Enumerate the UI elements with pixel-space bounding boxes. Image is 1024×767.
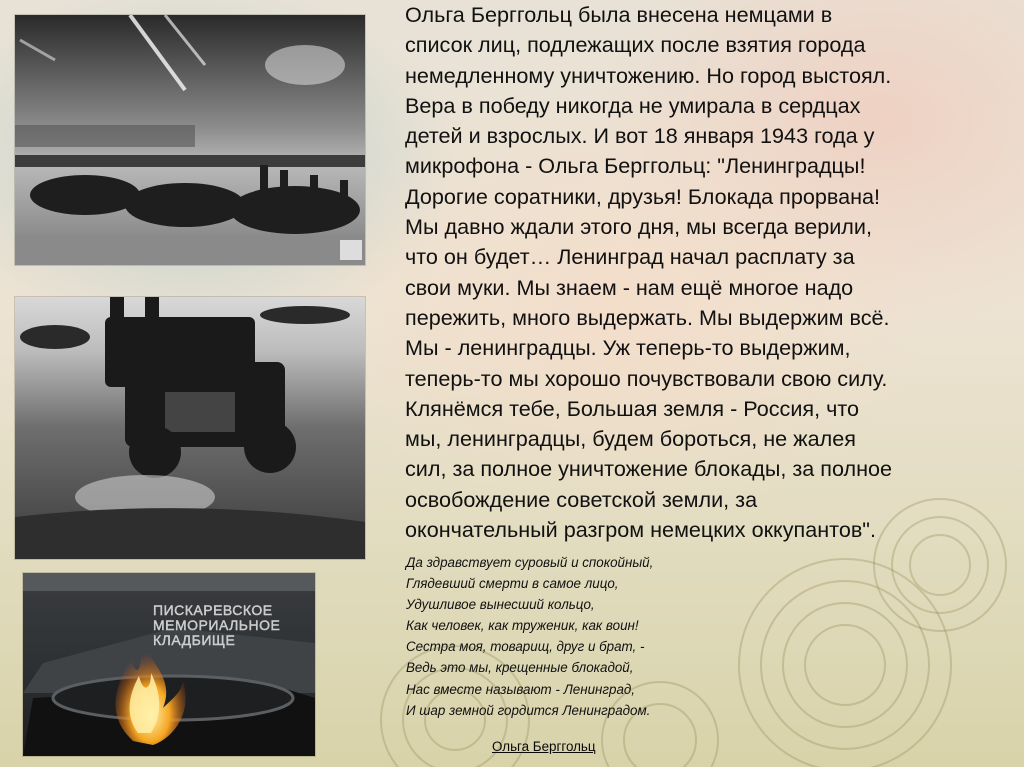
main-text-line: список лиц, подлежащих после взятия города	[405, 32, 866, 58]
poem-line: Ведь это мы, крещенные блокадой,	[406, 660, 634, 676]
poem-line: Да здравствует суровый и спокойный,	[406, 555, 654, 570]
main-text-line: что он будет… Ленинград начал расплату за	[405, 244, 855, 270]
main-text-line: немедленному уничтожению. Но город выстоял.	[405, 62, 892, 88]
photo-memorial-eternal-flame	[23, 573, 315, 756]
main-text-line: микрофона - Ольга Берггольц: "Ленинградцы!	[405, 153, 866, 179]
main-text-line: Вера в победу никогда не умирала в сердцах	[405, 92, 861, 118]
main-text-line: Мы давно ждали этого дня, мы всегда верили,	[405, 214, 872, 240]
main-text-line: сил, за полное уничтожение блокады, за полное	[405, 456, 893, 482]
poem-line: Нас вместе называют - Ленинград,	[406, 681, 636, 697]
main-text	[405, 0, 1015, 545]
memorial-caption-line-1: ПИСКАРЕВСКОЕ	[153, 602, 273, 618]
poem-line: Глядевший смерти в самое лицо,	[406, 576, 619, 592]
main-text-line: освобождение советской земли, за	[405, 486, 758, 512]
poem-line: Удушливое вынесший кольцо,	[406, 597, 595, 613]
main-text-line: Дорогие соратники, друзья! Блокада прорвана!	[405, 183, 881, 209]
memorial-caption-line-2: МЕМОРИАЛЬНОЕ	[153, 617, 281, 633]
photo-battlefield	[15, 15, 365, 265]
memorial-caption-line-3: КЛАДБИЩЕ	[153, 632, 236, 648]
main-text-line: Мы - ленинградцы. Уж теперь-то выдержим,	[405, 335, 851, 361]
poem-line: И шар земной гордится Ленинградом.	[406, 702, 651, 718]
main-text-line: Ольга Берггольц была внесена немцами в	[405, 2, 833, 27]
poem-line: Как человек, как труженик, как воин!	[406, 618, 639, 634]
main-text-line: пережить, много выдержать. Мы выдержим всё.	[405, 304, 890, 330]
photo-truck-on-ice	[15, 297, 365, 559]
poem-line: Сестра моя, товарищ, друг и брат, -	[406, 639, 645, 655]
poem	[406, 552, 766, 721]
main-text-line: мы, ленинградцы, будем бороться, не жалея	[405, 426, 856, 452]
main-text-line: теперь-то мы хорошо почувствовали свою силу.	[405, 365, 888, 391]
main-text-line: Клянёмся тебе, Большая земля - Россия, что	[405, 395, 859, 421]
author-link[interactable]: Ольга Берггольц	[492, 739, 596, 754]
main-text-line: детей и взрослых. И вот 18 января 1943 года у	[405, 123, 875, 149]
main-text-line: свои муки. Мы знаем - нам ещё многое надо	[405, 274, 854, 300]
main-text-line: окончательный разгром немецких оккупантов".	[405, 517, 876, 543]
